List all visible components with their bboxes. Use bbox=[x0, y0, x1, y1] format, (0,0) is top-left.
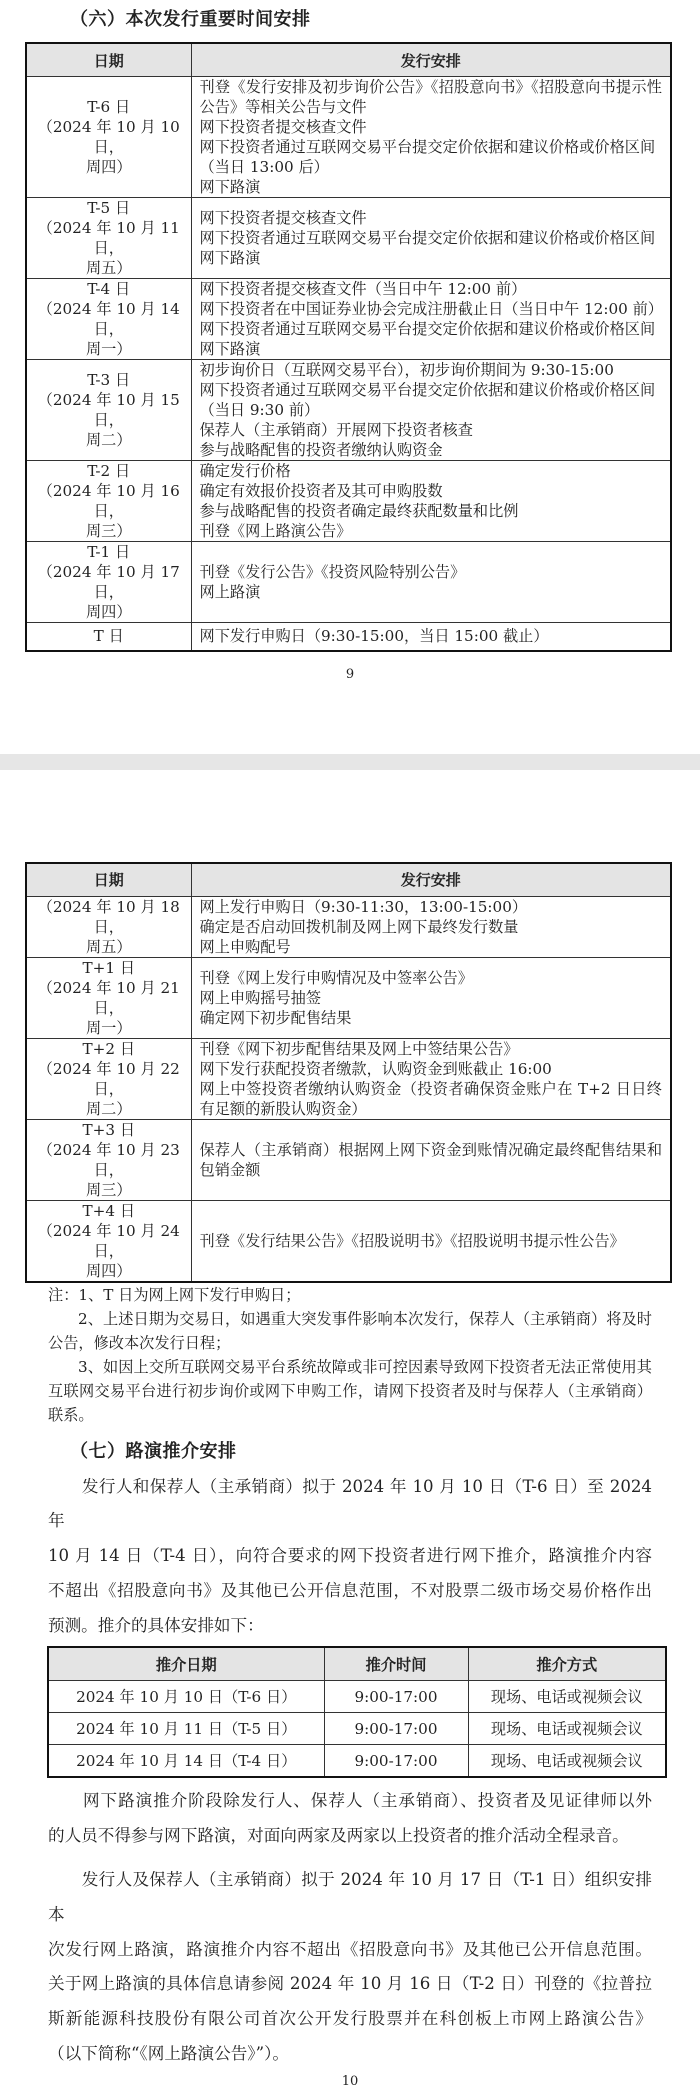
paragraph-line: 预测。推介的具体安排如下： bbox=[48, 1615, 264, 1635]
table-row bbox=[26, 1200, 671, 1282]
date-line: 周五） bbox=[85, 937, 132, 956]
date-cell bbox=[26, 279, 191, 360]
date-cell bbox=[26, 1200, 191, 1282]
date-line: （2024 年 10 月 21 日， bbox=[37, 978, 180, 1017]
arrangement-item: 网上申购配号 bbox=[199, 937, 291, 956]
arrangement-item: 网下路演 bbox=[199, 249, 261, 267]
arrangement-item: 确定发行价格 bbox=[199, 462, 291, 480]
roadshow-method: 现场、电话或视频会议 bbox=[468, 1713, 666, 1745]
table-row bbox=[26, 77, 671, 198]
arrangement-item: 确定网下初步配售结果 bbox=[199, 1008, 352, 1027]
date-line: T-2 日 bbox=[87, 462, 131, 480]
arrangement-cell bbox=[191, 542, 671, 623]
note-2: 2、上述日期为交易日，如遇重大突发事件影响本次发行，保荐人（主承销商）将及时公告，修改本次发行日程； bbox=[48, 1309, 652, 1352]
arrangement-cell bbox=[191, 896, 671, 957]
roadshow-date: 2024 年 10 月 11 日（T-5 日） bbox=[48, 1713, 324, 1745]
table-header-row bbox=[26, 863, 671, 897]
paragraph-line: 不超出《招股意向书》及其他已公开信息范围，不对股票二级市场交易价格作出 bbox=[48, 1580, 652, 1600]
date-line: 周四） bbox=[85, 603, 132, 621]
arrangement-item: 网下投资者通过互联网交易平台提交定价依据和建议价格或价格区间 bbox=[199, 138, 656, 156]
arrangement-item: 网下投资者在中国证券业协会完成注册截止日（当日中午 12:00 前） bbox=[199, 300, 663, 318]
date-line: （2024 年 10 月 17 日， bbox=[37, 563, 180, 601]
paragraph-offline-roadshow bbox=[48, 1784, 652, 1854]
header-arrangement: 发行安排 bbox=[191, 863, 671, 897]
arrangement-item: 刊登《发行结果公告》《招股说明书》《招股说明书提示性公告》 bbox=[199, 1231, 625, 1250]
arrangement-item: 网下投资者通过互联网交易平台提交定价依据和建议价格或价格区间 bbox=[199, 381, 656, 399]
date-line: 周三） bbox=[85, 522, 132, 540]
arrangement-item: 刊登《发行公告》《投资风险特别公告》 bbox=[199, 563, 466, 581]
table-row bbox=[26, 896, 671, 957]
table-row bbox=[48, 1713, 666, 1745]
arrangement-item: 确定是否启动回拨机制及网上网下最终发行数量 bbox=[199, 917, 519, 936]
roadshow-table bbox=[47, 1646, 667, 1778]
roadshow-date: 2024 年 10 月 10 日（T-6 日） bbox=[48, 1681, 324, 1713]
arrangement-item: 刊登《网上发行申购情况及中签率公告》 bbox=[199, 968, 473, 987]
header-roadshow-time: 推介时间 bbox=[324, 1647, 468, 1681]
date-line: T-4 日 bbox=[87, 280, 131, 298]
date-line: （2024 年 10 月 15 日， bbox=[37, 391, 180, 429]
date-line: （2024 年 10 月 24 日， bbox=[37, 1221, 180, 1260]
header-date: 日期 bbox=[26, 863, 191, 897]
page-separator bbox=[0, 754, 700, 770]
arrangement-cell bbox=[191, 279, 671, 360]
date-line: T-3 日 bbox=[87, 371, 131, 389]
table-row bbox=[26, 1038, 671, 1119]
paragraph-line: 网下路演推介阶段除发行人、保荐人（主承销商）、投资者及见证律师以外 bbox=[48, 1791, 652, 1811]
arrangement-cell bbox=[191, 77, 671, 198]
note-1: 注：1、T 日为网上网下发行申购日； bbox=[48, 1285, 301, 1304]
table-row bbox=[26, 461, 671, 542]
arrangement-item: 确定有效报价投资者及其可申购股数 bbox=[199, 482, 443, 500]
arrangement-cell bbox=[191, 1038, 671, 1119]
arrangement-cell bbox=[191, 957, 671, 1038]
date-line: 周二） bbox=[85, 431, 132, 449]
page-number: 10 bbox=[341, 2073, 359, 2089]
arrangement-item: （当日 13:00 后） bbox=[199, 158, 329, 176]
date-line: T+2 日 bbox=[82, 1039, 136, 1058]
date-cell bbox=[26, 542, 191, 623]
arrangement-item: 网上路演 bbox=[199, 583, 261, 601]
date-line: T 日 bbox=[93, 627, 124, 646]
arrangement-item: 网下投资者提交核查文件（当日中午 12:00 前） bbox=[199, 280, 527, 298]
paragraph-line: 关于网上路演的具体信息请参阅 2024 年 10 月 16 日（T-2 日）刊登的《拉普拉 bbox=[48, 1974, 652, 1994]
paragraph-online-roadshow bbox=[48, 1863, 652, 2072]
page-9 bbox=[0, 0, 700, 683]
arrangement-item: 网下发行申购日（9:30-15:00，当日 15:00 截止） bbox=[199, 627, 549, 646]
table-row bbox=[48, 1681, 666, 1713]
paragraph-line: 斯新能源科技股份有限公司首次公开发行股票并在科创板上市网上路演公告》 bbox=[48, 2009, 652, 2029]
roadshow-time: 9:00-17:00 bbox=[324, 1681, 468, 1713]
arrangement-item: 保荐人（主承销商）根据网上网下资金到账情况确定最终配售结果和包销金额 bbox=[199, 1140, 662, 1179]
arrangement-item: 刊登《网上路演公告》 bbox=[199, 522, 352, 540]
arrangement-cell bbox=[191, 198, 671, 279]
section-title-schedule: （六）本次发行重要时间安排 bbox=[70, 9, 311, 30]
date-line: T+3 日 bbox=[82, 1120, 136, 1139]
arrangement-item: 参与战略配售的投资者缴纳认购资金 bbox=[199, 441, 443, 459]
table-row bbox=[26, 198, 671, 279]
arrangement-cell bbox=[191, 1200, 671, 1282]
page-number: 9 bbox=[345, 666, 355, 682]
paragraph-line: 发行人及保荐人（主承销商）拟于 2024 年 10 月 17 日（T-1 日）组织安排本 bbox=[48, 1870, 652, 1924]
arrangement-item: 网下投资者通过互联网交易平台提交定价依据和建议价格或价格区间 bbox=[199, 320, 656, 338]
roadshow-time: 9:00-17:00 bbox=[324, 1745, 468, 1778]
arrangement-item: 网上发行申购日（9:30-11:30，13:00-15:00） bbox=[199, 897, 528, 916]
arrangement-item: 网上中签投资者缴纳认购资金（投资者确保资金账户在 T+2 日日终有足额的新股认购资金） bbox=[199, 1079, 662, 1118]
arrangement-item: （当日 9:30 前） bbox=[199, 401, 320, 419]
date-cell bbox=[26, 461, 191, 542]
table-header-row bbox=[48, 1647, 666, 1681]
date-cell bbox=[26, 1119, 191, 1200]
table-row bbox=[26, 360, 671, 461]
header-roadshow-method: 推介方式 bbox=[468, 1647, 666, 1681]
paragraph-line: 10 月 14 日（T-4 日），向符合要求的网下投资者进行网下推介，路演推介内容 bbox=[48, 1546, 652, 1566]
date-line: T+4 日 bbox=[82, 1201, 136, 1220]
table-row bbox=[26, 623, 671, 651]
notes bbox=[48, 1283, 652, 1427]
table-row bbox=[26, 957, 671, 1038]
date-line: T-5 日 bbox=[87, 199, 131, 217]
roadshow-date: 2024 年 10 月 14 日（T-4 日） bbox=[48, 1745, 324, 1778]
date-line: （2024 年 10 月 10 日， bbox=[37, 118, 180, 156]
paragraph-line: 的人员不得参与网下路演，对面向两家及两家以上投资者的推介活动全程录音。 bbox=[48, 1826, 629, 1846]
arrangement-item: 参与战略配售的投资者确定最终获配数量和比例 bbox=[199, 502, 519, 520]
date-cell bbox=[26, 198, 191, 279]
date-line: （2024 年 10 月 22 日， bbox=[37, 1059, 180, 1098]
header-arrangement: 发行安排 bbox=[191, 43, 671, 77]
arrangement-item: 初步询价日（互联网交易平台），初步询价期间为 9:30-15:00 bbox=[199, 361, 614, 379]
date-cell bbox=[26, 1038, 191, 1119]
date-line: T-6 日 bbox=[87, 98, 131, 116]
table-row bbox=[26, 1119, 671, 1200]
date-line: 周四） bbox=[85, 158, 132, 176]
header-date: 日期 bbox=[26, 43, 191, 77]
roadshow-method: 现场、电话或视频会议 bbox=[468, 1745, 666, 1778]
arrangement-item: 网下发行获配投资者缴款，认购资金到账截止 16:00 bbox=[199, 1059, 552, 1078]
date-line: T-1 日 bbox=[87, 543, 131, 561]
note-3: 3、如因上交所互联网交易平台系统故障或非可控因素导致网下投资者无法正常使用其互联网交易平台进行初步询价或网下申购工作，请网下投资者及时与保荐人（主承销商）联系。 bbox=[48, 1357, 652, 1424]
date-line: （2024 年 10 月 14 日， bbox=[37, 300, 180, 338]
schedule-table-page1 bbox=[25, 42, 672, 652]
arrangement-item: 网下投资者提交核查文件 bbox=[199, 118, 367, 136]
date-line: 周一） bbox=[85, 340, 132, 358]
arrangement-item: 网下路演 bbox=[199, 340, 261, 358]
table-row bbox=[48, 1745, 666, 1778]
date-line: 周四） bbox=[85, 1261, 132, 1280]
date-line: （2024 年 10 月 23 日， bbox=[37, 1140, 180, 1179]
table-row bbox=[26, 279, 671, 360]
header-roadshow-date: 推介日期 bbox=[48, 1647, 324, 1681]
paragraph-line: 发行人和保荐人（主承销商）拟于 2024 年 10 月 10 日（T-6 日）至 2024 年 bbox=[48, 1476, 652, 1531]
date-line: 周三） bbox=[85, 1180, 132, 1199]
date-line: 周五） bbox=[85, 259, 132, 277]
date-line: （2024 年 10 月 16 日， bbox=[37, 482, 180, 520]
table-header-row bbox=[26, 43, 671, 77]
arrangement-item: 网下投资者通过互联网交易平台提交定价依据和建议价格或价格区间 bbox=[199, 229, 656, 247]
roadshow-time: 9:00-17:00 bbox=[324, 1713, 468, 1745]
page-10 bbox=[0, 862, 700, 2098]
date-line: T+1 日 bbox=[82, 958, 136, 977]
date-line: 周二） bbox=[85, 1099, 132, 1118]
roadshow-method: 现场、电话或视频会议 bbox=[468, 1681, 666, 1713]
paragraph-roadshow-intro bbox=[48, 1470, 652, 1644]
schedule-table-page2 bbox=[25, 862, 672, 1283]
arrangement-item: 网上申购摇号抽签 bbox=[199, 988, 321, 1007]
date-cell bbox=[26, 360, 191, 461]
arrangement-item: 刊登《网下初步配售结果及网上中签结果公告》 bbox=[199, 1039, 519, 1058]
arrangement-item: 保荐人（主承销商）开展网下投资者核查 bbox=[199, 421, 473, 439]
date-line: （2024 年 10 月 18 日， bbox=[37, 897, 180, 936]
date-cell bbox=[26, 896, 191, 957]
arrangement-item: 网下路演 bbox=[199, 178, 261, 196]
arrangement-cell bbox=[191, 461, 671, 542]
date-line: 周一） bbox=[85, 1018, 132, 1037]
arrangement-cell bbox=[191, 1119, 671, 1200]
paragraph-line: （以下简称“《网上路演公告》”）。 bbox=[48, 2044, 289, 2064]
date-line: （2024 年 10 月 11 日， bbox=[37, 219, 180, 257]
arrangement-item: 网下投资者提交核查文件 bbox=[199, 209, 367, 227]
date-cell bbox=[26, 957, 191, 1038]
arrangement-item: 刊登《发行安排及初步询价公告》《招股意向书》《招股意向书提示性公告》等相关公告与文件 bbox=[199, 78, 662, 116]
date-cell bbox=[26, 77, 191, 198]
arrangement-cell bbox=[191, 623, 671, 651]
table-row bbox=[26, 542, 671, 623]
paragraph-line: 次发行网上路演，路演推介内容不超出《招股意向书》及其他已公开信息范围。 bbox=[48, 1939, 652, 1959]
section-title-roadshow: （七）路演推介安排 bbox=[70, 1440, 237, 1462]
date-cell bbox=[26, 623, 191, 651]
arrangement-cell bbox=[191, 360, 671, 461]
